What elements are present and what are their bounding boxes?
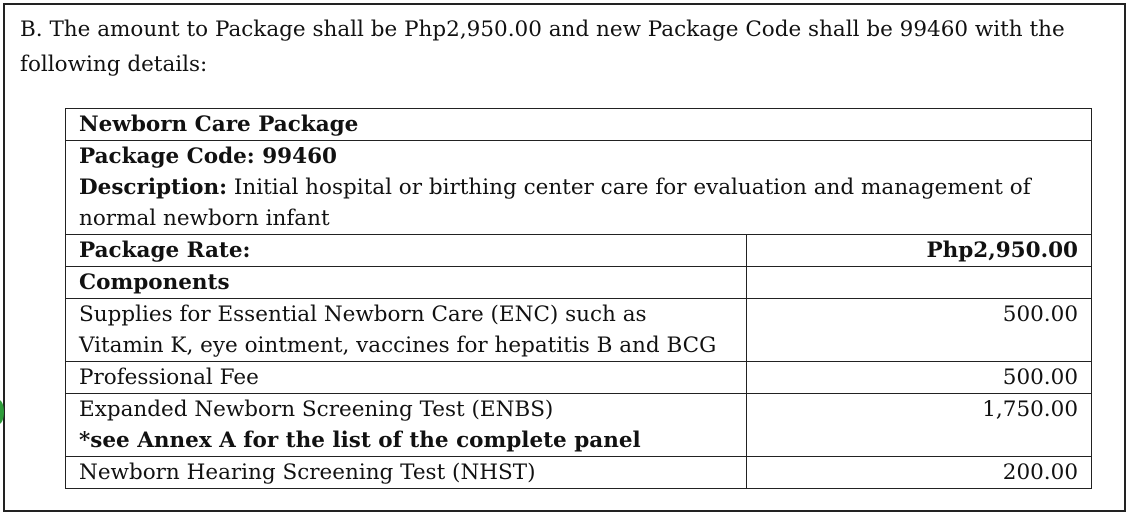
component-name: Newborn Hearing Screening Test (NHST) <box>66 457 747 489</box>
component-line: Vitamin K, eye ointment, vaccines for hepatitis B and BCG <box>79 333 717 358</box>
package-rate-value: Php2,950.00 <box>747 235 1092 267</box>
package-description <box>79 172 1078 234</box>
component-line: Supplies for Essential Newborn Care (ENC) such as <box>79 302 647 327</box>
package-rate-label: Package Rate: <box>66 235 747 267</box>
package-details-cell <box>66 141 1092 235</box>
component-name: Professional Fee <box>66 362 747 394</box>
component-note: *see Annex A for the list of the complete panel <box>79 428 641 453</box>
component-amount: 500.00 <box>747 362 1092 394</box>
intro-paragraph: B. The amount to Package shall be Php2,950.00 and new Package Code shall be 99460 with the following details: <box>20 17 1065 77</box>
component-amount: 500.00 <box>747 299 1092 362</box>
table-row <box>66 109 1092 141</box>
description-text: Initial hospital or birthing center care for evaluation and management of normal newborn infant <box>79 175 1031 231</box>
package-code: Package Code: 99460 <box>79 144 338 169</box>
components-header: Components <box>66 267 747 299</box>
table-row <box>66 299 1092 362</box>
component-amount: 200.00 <box>747 457 1092 489</box>
description-label: Description: <box>79 175 228 200</box>
table-row <box>66 141 1092 235</box>
component-amount: 1,750.00 <box>747 394 1092 457</box>
table-row <box>66 362 1092 394</box>
package-table <box>65 108 1092 489</box>
component-name <box>66 299 747 362</box>
table-row <box>66 235 1092 267</box>
component-name <box>66 394 747 457</box>
table-row <box>66 267 1092 299</box>
package-title: Newborn Care Package <box>66 109 1092 141</box>
table-row <box>66 457 1092 489</box>
components-header-empty <box>747 267 1092 299</box>
table-row <box>66 394 1092 457</box>
component-line: Expanded Newborn Screening Test (ENBS) <box>79 397 554 422</box>
